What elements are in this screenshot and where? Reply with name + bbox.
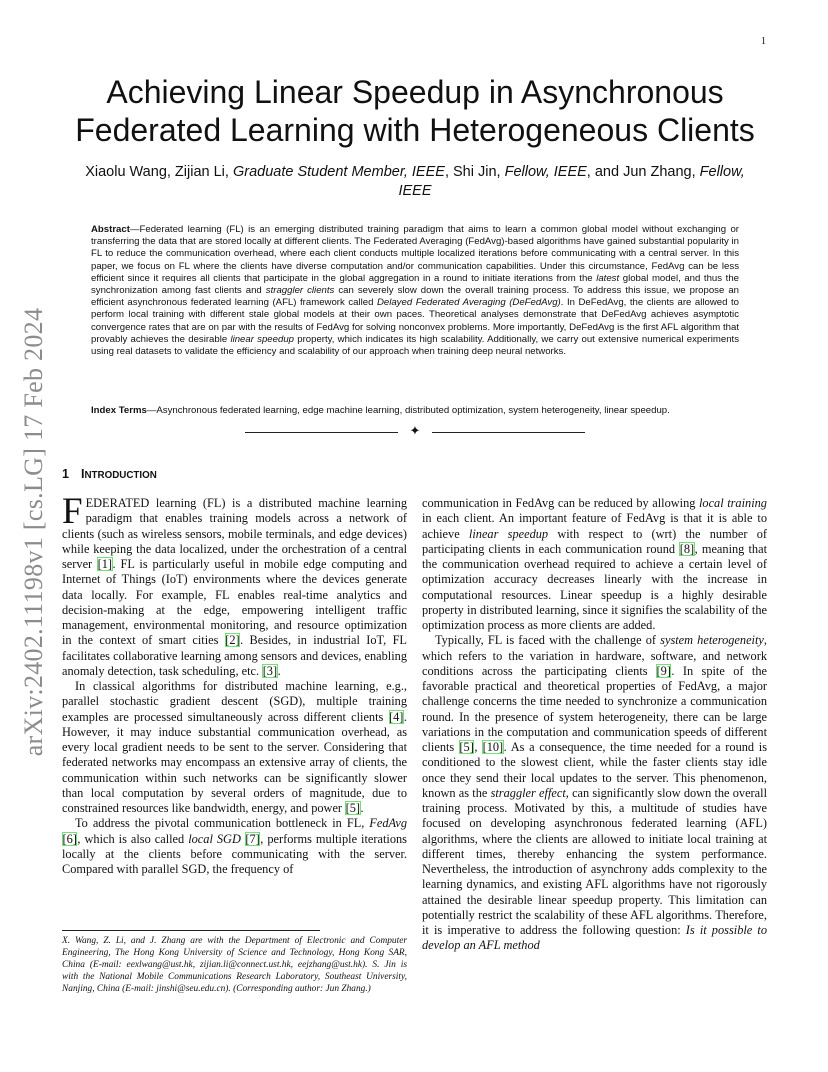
abstract-text-2: global model, and thus the synchronization among fast clients and: [91, 272, 739, 297]
title-line-1: Achieving Linear Speedup in Asynchronous: [106, 74, 724, 110]
text-span: learning (FL) is a distributed machine learning paradigm that enables training models across a network of clients (such as wireless sensors, mobile terminals, and edge devices) while keeping the data localized, under the orchestration of a central server: [62, 496, 407, 571]
text-span: , can significantly slow down the overall training process. Motivated by this, a multitude of studies have focused on developing asynchronous federated learning (AFL) algorithms, where the clients are allowed to initiate local training at different times, thereby enhancing the system performance. Nevertheless, the introduction of asynchrony adds complexity to the learning dynamics, and existing AFL algorithms have not rigorously attained the desirable linear speedup property. This limitation can potentially restrict the scalability of these AFL algorithms. Therefore, it is imperative to address the following question:: [422, 785, 768, 937]
author-role-3: Fellow, IEEE: [398, 164, 745, 199]
text-span: .: [360, 801, 364, 815]
text-span: To address the pivotal communication bottleneck in FL,: [75, 816, 370, 831]
abstract-emphasis-linear-speedup: linear speedup: [230, 333, 294, 345]
divider-line-left: [245, 432, 398, 433]
citation-link[interactable]: [10]: [482, 740, 504, 754]
citation-link[interactable]: [7]: [245, 831, 260, 846]
abstract-text-4: . In DeFedAvg, the clients are allowed to perform local training with different stale global models at their own paces. Theoretical analyses demonstrate that DeFedAvg achieves asymptotic convergence rates that are on par with the results of FedAvg for solving nonconvex problems. More importantly, DeFedAvg is the first AFL algorithm that provably achieves the desirable: [91, 297, 739, 345]
emphasis-text: system heterogeneity: [660, 633, 764, 648]
small-caps-word: EDERATED: [85, 496, 150, 510]
paragraph-intro-2: [62, 679, 407, 816]
divider-star-icon: ✦: [409, 424, 421, 439]
abstract-emphasis-straggler: straggler clients: [265, 285, 335, 297]
citation-link[interactable]: [3]: [262, 663, 278, 678]
citation-link[interactable]: [5]: [459, 740, 474, 754]
abstract-emphasis-latest: latest: [596, 272, 620, 284]
paragraph-intro-3: [62, 816, 407, 877]
abstract-dash: —: [129, 224, 140, 235]
text-span: . As a consequence, the time needed for a round is conditioned to the slowest client, while the faster clients stay idle once they send their local updates to the server. This phenomenon, known as the: [422, 740, 768, 800]
author-names-2: , Shi Jin,: [444, 164, 505, 180]
text-span: . However, it may induce substantial communication overhead, as every local gradient needs to be sent to the server. Considering that federated networks may encompass an extensive array of clients, the communication within such networks can be significantly slower than local computation by several orders of magnitude, due to constrained resources like bandwidth, energy, and power: [62, 709, 407, 815]
text-span: with respect to (wrt) the number of participating clients in each communication round: [422, 526, 767, 556]
text-span: .: [277, 663, 281, 678]
paper-title: [60, 73, 770, 149]
citation-link[interactable]: [2]: [225, 633, 240, 648]
author-role-1: Graduate Student Member, IEEE: [232, 164, 445, 180]
text-span: Typically, FL is faced with the challenge of: [435, 633, 661, 648]
abstract-text-3: can severely slow down the overall training process. To address this issue, we propose an efficient asynchronous federated learning (AFL) framework called: [91, 285, 740, 309]
text-span: , which refers to the variation in hardware, software, and network conditions across the participating clients: [422, 633, 767, 678]
citation-link[interactable]: [8]: [679, 541, 695, 556]
text-span: , meaning that the communication overhead required to achieve a certain level of optimization accuracy decreases linearly with the increase in computational resources. Linear speedup is a highly desirable property in distributed learning, since it signifies the scalability of the optimization process as more clients are added.: [422, 541, 767, 632]
footnote-rule: [62, 930, 320, 931]
emphasis-text: straggler effect: [490, 785, 566, 800]
text-span: . FL is particularly useful in mobile edge computing and Internet of Things (IoT) environments where the devices generate data locally. For example, FL enables real-time analytics and decision-making at the edge, empowering intelligent traffic management, environmental monitoring, and resource optimization in the context of smart cities: [62, 557, 407, 648]
paragraph-intro-3-continued: [422, 496, 767, 633]
paragraph-intro-4: [422, 633, 767, 953]
abstract: [91, 224, 739, 358]
section-divider: [245, 425, 585, 439]
emphasis-text: FedAvg: [369, 816, 407, 831]
citation-link[interactable]: [4]: [389, 709, 404, 724]
section-number: 1: [62, 467, 69, 481]
citation-link[interactable]: [1]: [97, 557, 112, 571]
citation-link[interactable]: [9]: [656, 663, 671, 678]
emphasis-text: linear speedup: [468, 526, 549, 541]
abstract-text-5: property, which indicates its high scalability. Additionally, we carry out extensive numerical experiments using real datasets to validate the efficiency and scalability of our approach when training deep neural networks.: [91, 333, 739, 358]
arxiv-identifier-stamp[interactable]: arXiv:2402.11198v1 [cs.LG] 17 Feb 2024: [19, 307, 48, 757]
title-line-2: Federated Learning with Heterogeneous Clients: [75, 112, 755, 148]
page-number: 1: [761, 36, 766, 47]
divider-line-right: [432, 432, 585, 433]
author-role-2: Fellow, IEEE: [504, 164, 587, 180]
emphasis-text: Is it possible to develop an AFL method: [422, 923, 767, 953]
index-terms-label: Index Terms: [91, 405, 147, 416]
dropcap-letter: F: [62, 491, 83, 532]
abstract-emphasis-defedavg: Delayed Federated Averaging (DeFedAvg): [376, 297, 561, 309]
text-span: . Besides, in industrial IoT, FL facilitates collaborative learning among sensors and devices, enabling anomaly detection, task scheduling, etc.: [62, 633, 407, 678]
text-span: communication in FedAvg can be reduced by allowing: [422, 496, 699, 510]
left-column: [62, 491, 407, 877]
citation-link[interactable]: [5]: [345, 801, 361, 815]
abstract-text-1: Federated learning (FL) is an emerging distributed training paradigm that aims to learn a common global model without exchanging or transferring the data that are stored locally at different clients. The Federated Averaging (FedAvg)-based algorithms have gained substantial popularity in FL to reduce the communication overhead, where each client conducts multiple localized iterations before communicating with a central server. In this paper, we focus on FL where the clients have diverse computation and/or communication capabilities. Under this circumstance, FedAvg can be less efficient since it requires all clients that participate in the global aggregation in a round to initiate iterations from the: [91, 224, 739, 284]
citation-link[interactable]: [6]: [62, 831, 77, 846]
text-span: ,: [474, 740, 483, 754]
text-span: in each client. An important feature of FedAvg is that it is able to achieve: [422, 511, 767, 541]
author-names-1: Xiaolu Wang, Zijian Li,: [85, 164, 233, 180]
index-terms-text: Asynchronous federated learning, edge machine learning, distributed optimization, system heterogeneity, linear speedup.: [156, 405, 670, 416]
author-affiliation-footnote: X. Wang, Z. Li, and J. Zhang are with the Department of Electronic and Computer Engineering, The Hong Kong University of Science and Technology, Hong Kong SAR, China (E-mail: eexlwang@ust.hk, zijian.li@connect.ust.hk, eejzhang@ust.hk). S. Jin is with the National Mobile Communications Research Laboratory, Southeast University, Nanjing, China (E-mail: jinshi@seu.edu.cn). (Corresponding author: Jun Zhang.): [62, 936, 407, 994]
index-terms-dash: —: [146, 405, 157, 416]
text-span: , performs multiple iterations locally at the clients before communicating with the server. Compared with parallel SGD, the frequency of: [62, 831, 407, 876]
author-list: [70, 163, 760, 201]
section-heading-introduction: [62, 467, 157, 481]
emphasis-text: local training: [698, 496, 767, 510]
text-span: In classical algorithms for distributed machine learning, e.g., parallel stochastic gradient descent (SGD), multiple training examples are processed simultaneously across different clients: [62, 679, 407, 724]
paragraph-intro-1: [62, 491, 407, 679]
abstract-label: Abstract: [91, 224, 130, 235]
right-column: [422, 496, 767, 954]
author-names-3: , and Jun Zhang,: [586, 164, 700, 180]
text-span: , which is also called: [77, 831, 189, 846]
index-terms: [91, 405, 739, 417]
emphasis-text: local SGD: [188, 831, 241, 846]
section-title-rest: NTRODUCTION: [84, 470, 157, 481]
section-title-initial: I: [80, 467, 85, 481]
text-span: . In spite of the favorable practical and theoretical properties of FedAvg, a major challenge concerns the time needed to synchronize a communication round. In the presence of system heterogeneity, there can be large variations in the computation and communication speeds of different clients: [422, 663, 767, 754]
